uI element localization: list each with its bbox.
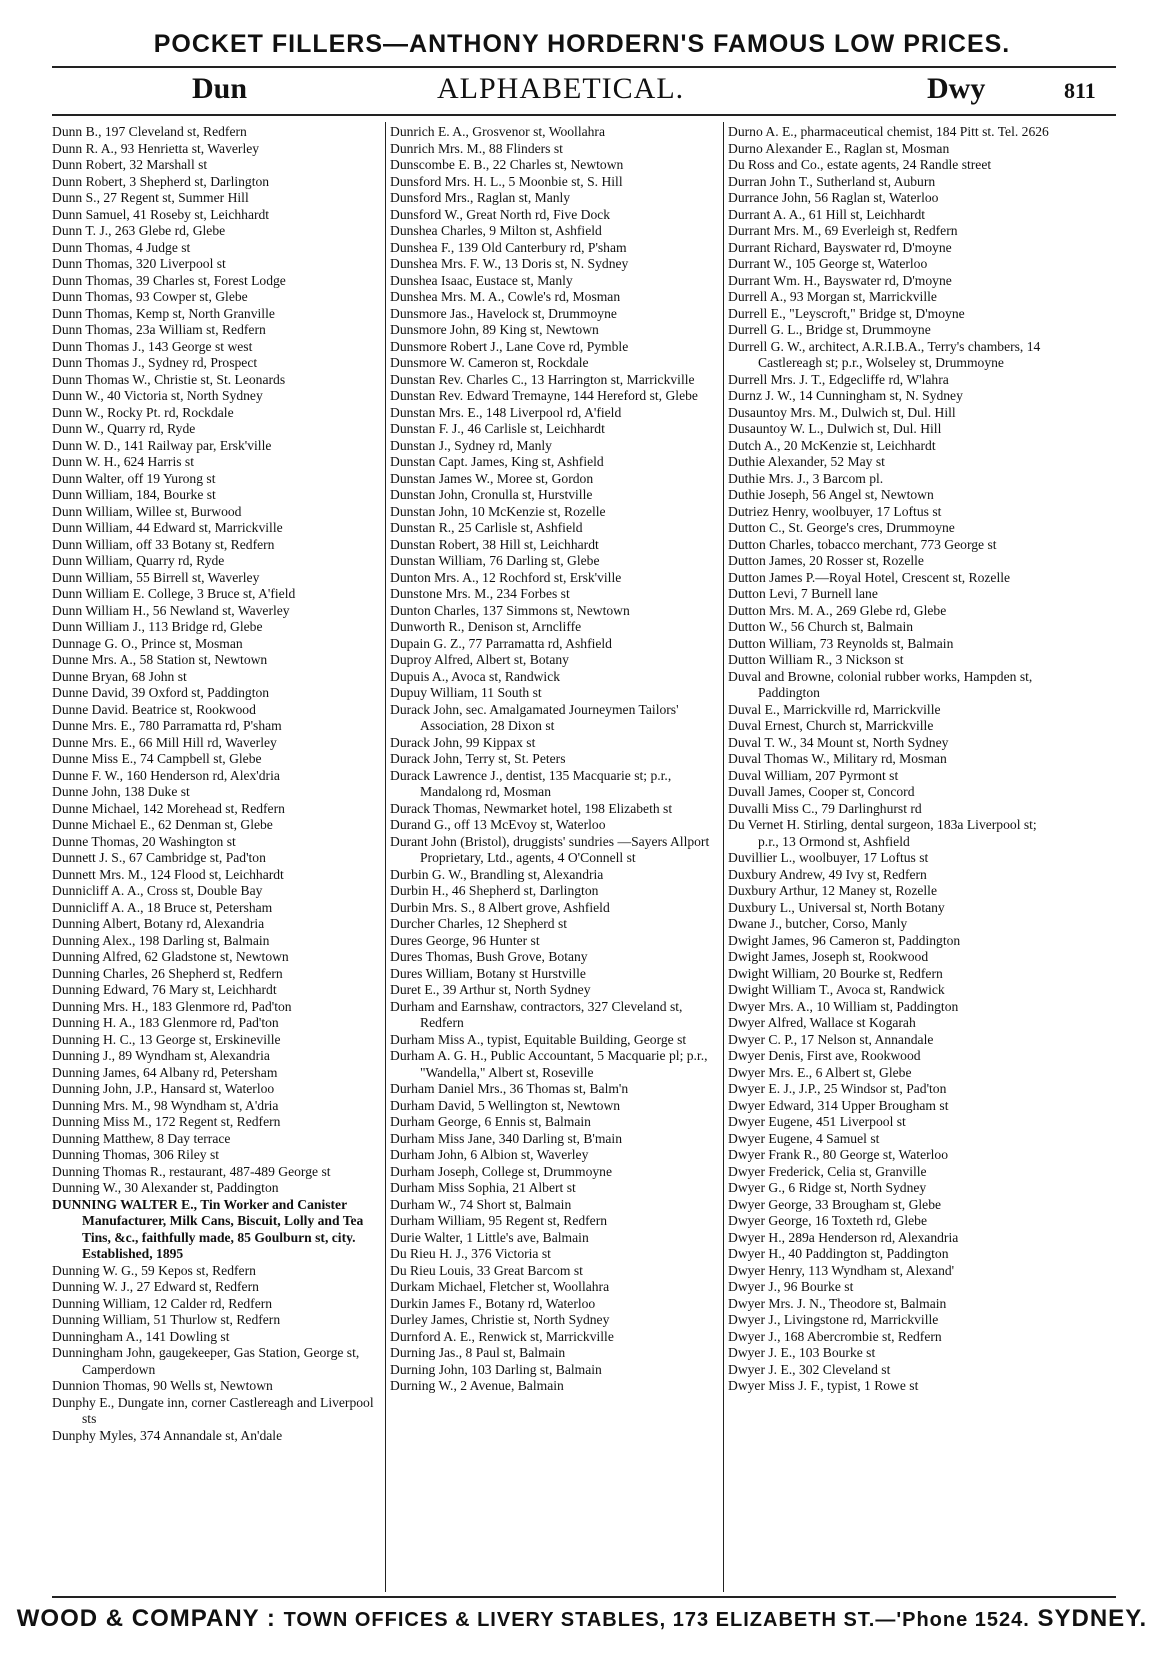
- directory-entry: Durbin G. W., Brandling st, Alexandria: [390, 866, 604, 882]
- directory-entry: Dunne Bryan, 68 John st: [52, 668, 187, 684]
- directory-entry: Dupuis A., Avoca st, Randwick: [390, 668, 561, 684]
- directory-entry: Dunnage G. O., Prince st, Mosman: [52, 635, 243, 651]
- directory-entry: Dwyer J., 168 Abercrombie st, Redfern: [728, 1328, 942, 1344]
- directory-entry: Dunn W., Quarry rd, Ryde: [52, 421, 196, 436]
- directory-entry: Dunn Robert, 3 Shepherd st, Darlington: [52, 173, 270, 189]
- directory-entry: Durno Alexander E., Raglan st, Mosman: [728, 140, 950, 156]
- directory-entry: Dunnion Thomas, 90 Wells st, Newtown: [52, 1378, 273, 1393]
- directory-entry: Dunn Thomas, 4 Judge st: [52, 239, 191, 255]
- top-rule: [52, 66, 1116, 68]
- directory-entry: Dunne David, 39 Oxford st, Paddington: [52, 685, 270, 700]
- directory-entry: Dunn William, Willee st, Burwood: [52, 503, 242, 519]
- column-divider-1: [385, 122, 386, 1592]
- directory-entry: Duval and Browne, colonial rubber works, Hampden st, Paddington: [728, 668, 1033, 700]
- directory-entry: Du Rieu Louis, 33 Great Barcom st: [390, 1262, 583, 1278]
- directory-entry: Dwight James, 96 Cameron st, Paddington: [728, 932, 961, 948]
- directory-entry: DUNNING WALTER E., Tin Worker and Canister Manufacturer, Milk Cans, Biscuit, Lolly and Tea Tins, &c., faithfully made, 85 Goulburn st, city. Established, 1895: [52, 1196, 364, 1261]
- directory-entry: Durand G., off 13 McEvoy st, Waterloo: [390, 817, 606, 832]
- directory-entry: Durrant Wm. H., Bayswater rd, D'moyne: [728, 272, 952, 288]
- directory-column-3: [728, 124, 1058, 1594]
- directory-entry: Dwyer Denis, First ave, Rookwood: [728, 1048, 921, 1063]
- directory-entry: Durcher Charles, 12 Shepherd st: [390, 916, 568, 931]
- directory-entry: Durham A. G. H., Public Accountant, 5 Macquarie pl; p.r., "Wandella," Albert st, Roseville: [390, 1048, 708, 1080]
- directory-entry: Durham John, 6 Albion st, Waverley: [390, 1147, 589, 1162]
- directory-entry: Durack John, sec. Amalgamated Journeymen Tailors' Association, 28 Dixon st: [390, 701, 679, 733]
- directory-entry: Dunning Thomas R., restaurant, 487-489 George st: [52, 1163, 331, 1179]
- directory-entry: Dutton W., 56 Church st, Balmain: [728, 619, 914, 634]
- directory-entry: Dunne David. Beatrice st, Rookwood: [52, 701, 256, 717]
- directory-entry: Durning John, 103 Darling st, Balmain: [390, 1361, 602, 1377]
- directory-entry: Durbin Mrs. S., 8 Albert grove, Ashfield: [390, 899, 610, 915]
- directory-entry: Dunning Alex., 198 Darling st, Balmain: [52, 932, 270, 948]
- directory-entry: Dunstan Rev. Charles C., 13 Harrington st, Marrickville: [390, 371, 695, 387]
- directory-entry: Dutton William, 73 Reynolds st, Balmain: [728, 635, 954, 651]
- directory-entry: Dunshea Charles, 9 Milton st, Ashfield: [390, 223, 602, 238]
- directory-entry: Durack Lawrence J., dentist, 135 Macquarie st; p.r., Mandalong rd, Mosman: [390, 767, 672, 799]
- directory-entry: Dusauntoy W. L., Dulwich st, Dul. Hill: [728, 421, 942, 436]
- directory-entry: Dunn Thomas J., 143 George st west: [52, 338, 253, 354]
- directory-entry: Duxbury Andrew, 49 Ivy st, Redfern: [728, 866, 927, 882]
- directory-entry: Dusauntoy Mrs. M., Dulwich st, Dul. Hill: [728, 404, 956, 420]
- directory-entry: Dunn William, 44 Edward st, Marrickville: [52, 520, 283, 535]
- header-left-guide-word: Dun: [192, 72, 248, 105]
- directory-entry: Dunne Thomas, 20 Washington st: [52, 833, 236, 849]
- directory-entry: Dwyer G., 6 Ridge st, North Sydney: [728, 1180, 927, 1195]
- directory-entry: Durrant W., 105 George st, Waterloo: [728, 256, 928, 271]
- directory-entry: Durrell G. W., architect, A.R.I.B.A., Terry's chambers, 14 Castlereagh st; p.r., Wolseley st, Drummoyne: [728, 338, 1041, 370]
- directory-entry: Dunsford Mrs., Raglan st, Manly: [390, 190, 571, 205]
- directory-entry: Dwyer Frank R., 80 George st, Waterloo: [728, 1147, 949, 1162]
- directory-entry: Durham Miss A., typist, Equitable Building, George st: [390, 1031, 687, 1047]
- directory-entry: Dunsford Mrs. H. L., 5 Moonbie st, S. Hill: [390, 173, 623, 189]
- directory-entry: Duret E., 39 Arthur st, North Sydney: [390, 982, 591, 997]
- directory-entry: Dunsmore Robert J., Lane Cove rd, Pymble: [390, 338, 629, 354]
- directory-entry: Dwyer E. J., J.P., 25 Windsor st, Pad'ton: [728, 1081, 947, 1096]
- directory-entry: Dunstan Capt. James, King st, Ashfield: [390, 454, 604, 469]
- directory-entry: Duthie Joseph, 56 Angel st, Newtown: [728, 487, 934, 502]
- directory-entry: Duvall James, Cooper st, Concord: [728, 784, 915, 799]
- directory-entry: Dunstan F. J., 46 Carlisle st, Leichhardt: [390, 421, 605, 436]
- directory-entry: Dunn Thomas J., Sydney rd, Prospect: [52, 355, 258, 370]
- directory-entry: Dunshea F., 139 Old Canterbury rd, P'sham: [390, 239, 627, 255]
- directory-entry: Dunsmore W. Cameron st, Rockdale: [390, 355, 589, 370]
- directory-entry: Dunning J., 89 Wyndham st, Alexandria: [52, 1048, 270, 1063]
- advertiser-name: WOOD & COMPANY: [16, 1605, 260, 1632]
- directory-entry: Dunn Thomas, 320 Liverpool st: [52, 256, 226, 271]
- directory-entry: Dunning W., 30 Alexander st, Paddington: [52, 1180, 279, 1195]
- directory-entry: Dunphy E., Dungate inn, corner Castlereagh and Liverpool sts: [52, 1394, 374, 1426]
- directory-entry: Dunrich E. A., Grosvenor st, Woollahra: [390, 124, 605, 139]
- directory-entry: Dutton William R., 3 Nickson st: [728, 652, 904, 667]
- directory-entry: Dutriez Henry, woolbuyer, 17 Loftus st: [728, 503, 942, 519]
- directory-column-2: [390, 124, 720, 1594]
- directory-entry: Dunn Thomas, Kemp st, North Granville: [52, 305, 275, 321]
- directory-entry: Durley James, Christie st, North Sydney: [390, 1312, 610, 1327]
- directory-entry: Durham W., 74 Short st, Balmain: [390, 1196, 572, 1212]
- directory-entry: Dunn W., 40 Victoria st, North Sydney: [52, 388, 263, 403]
- directory-entry: Dunstone Mrs. M., 234 Forbes st: [390, 586, 570, 601]
- directory-entry: Dwyer Frederick, Celia st, Granville: [728, 1163, 927, 1179]
- directory-entry: Durno A. E., pharmaceutical chemist, 184 Pitt st. Tel. 2626: [728, 124, 1049, 139]
- directory-entry: Durham Daniel Mrs., 36 Thomas st, Balm'n: [390, 1081, 629, 1096]
- directory-entry: Dunn Thomas, 23a William st, Redfern: [52, 322, 266, 337]
- directory-entry: Dunrich Mrs. M., 88 Flinders st: [390, 140, 563, 156]
- directory-entry: Dunne Mrs. E., 66 Mill Hill rd, Waverley: [52, 734, 277, 750]
- directory-entry: Dwyer Eugene, 4 Samuel st: [728, 1130, 880, 1146]
- directory-entry: Duthie Mrs. J., 3 Barcom pl.: [728, 470, 884, 486]
- directory-entry: Dunning Matthew, 8 Day terrace: [52, 1130, 231, 1146]
- directory-entry: Dunn Thomas, 93 Cowper st, Glebe: [52, 289, 248, 304]
- directory-entry: Dunne F. W., 160 Henderson rd, Alex'dria: [52, 767, 280, 783]
- directory-entry: Dwyer J., Livingstone rd, Marrickville: [728, 1312, 939, 1327]
- directory-entry: Durnz J. W., 14 Cunningham st, N. Sydney: [728, 388, 963, 403]
- directory-entry: Dunning H. A., 183 Glenmore rd, Pad'ton: [52, 1015, 279, 1030]
- directory-entry: Dupuy William, 11 South st: [390, 685, 542, 700]
- directory-entry: Dwyer Henry, 113 Wyndham st, Alexand': [728, 1262, 955, 1278]
- directory-entry: Du Vernet H. Stirling, dental surgeon, 183a Liverpool st; p.r., 13 Ormond st, Ashfield: [728, 817, 1037, 849]
- directory-entry: Dunstan John, Cronulla st, Hurstville: [390, 487, 593, 502]
- directory-entry: Dunningham A., 141 Dowling st: [52, 1328, 230, 1344]
- directory-entry: Dunn Walter, off 19 Yurong st: [52, 470, 216, 486]
- directory-entry: Durrance John, 56 Raglan st, Waterloo: [728, 190, 939, 205]
- directory-entry: Dunn William, 184, Bourke st: [52, 487, 216, 502]
- directory-entry: Dwyer Mrs. A., 10 William st, Paddington: [728, 998, 959, 1014]
- directory-entry: Dunningham John, gaugekeeper, Gas Station, George st, Camperdown: [52, 1345, 360, 1377]
- directory-entry: Dwyer Mrs. E., 6 Albert st, Glebe: [728, 1064, 912, 1080]
- directory-entry: Dunn Robert, 32 Marshall st: [52, 157, 208, 172]
- directory-entry: Durack John, Terry st, St. Peters: [390, 751, 566, 766]
- directory-entry: Dunning Mrs. M., 98 Wyndham st, A'dria: [52, 1097, 279, 1113]
- directory-entry: Durrell Mrs. J. T., Edgecliffe rd, W'lahra: [728, 371, 949, 387]
- directory-entry: Dunshea Mrs. M. A., Cowle's rd, Mosman: [390, 289, 621, 304]
- directory-entry: Duxbury Arthur, 12 Maney st, Rozelle: [728, 883, 937, 898]
- directory-entry: Dwane J., butcher, Corso, Manly: [728, 916, 908, 931]
- directory-entry: Durham Miss Jane, 340 Darling st, B'main: [390, 1130, 623, 1146]
- directory-entry: Duval Ernest, Church st, Marrickville: [728, 718, 934, 733]
- directory-entry: Dunn B., 197 Cleveland st, Redfern: [52, 124, 247, 139]
- directory-entry: Dunning Albert, Botany rd, Alexandria: [52, 916, 265, 931]
- directory-column-1: [52, 124, 382, 1594]
- directory-entry: Durant John (Bristol), druggists' sundries —Sayers Allport Proprietary, Ltd., agents, 4 O'Connell st: [390, 833, 710, 865]
- directory-entry: Dunning H. C., 13 George st, Erskineville: [52, 1031, 281, 1047]
- directory-entry: Dunn S., 27 Regent st, Summer Hill: [52, 190, 249, 205]
- directory-entry: Dunstan James W., Moree st, Gordon: [390, 470, 594, 486]
- banner-separator: :: [266, 1605, 276, 1632]
- directory-entry: Durham William, 95 Regent st, Redfern: [390, 1213, 608, 1228]
- directory-entry: Dwyer Mrs. J. N., Theodore st, Balmain: [728, 1295, 947, 1311]
- directory-entry: Dures Thomas, Bush Grove, Botany: [390, 949, 588, 964]
- directory-entry: Dunn Thomas W., Christie st, St. Leonards: [52, 371, 286, 387]
- directory-entry: Dunnicliff A. A., 18 Bruce st, Petersham: [52, 899, 273, 915]
- directory-entry: Dunning Edward, 76 Mary st, Leichhardt: [52, 982, 277, 997]
- directory-entry: Dunstan J., Sydney rd, Manly: [390, 437, 552, 453]
- directory-entry: Duproy Alfred, Albert st, Botany: [390, 652, 569, 667]
- directory-entry: Dupain G. Z., 77 Parramatta rd, Ashfield: [390, 635, 612, 651]
- directory-entry: Durrell G. L., Bridge st, Drummoyne: [728, 322, 931, 337]
- directory-entry: Dunn W. D., 141 Railway par, Ersk'ville: [52, 437, 272, 453]
- directory-entry: Dunstan R., 25 Carlisle st, Ashfield: [390, 520, 583, 535]
- directory-entry: Durie Walter, 1 Little's ave, Balmain: [390, 1229, 589, 1245]
- directory-entry: Dwyer C. P., 17 Nelson st, Annandale: [728, 1031, 934, 1047]
- directory-entry: Dutch A., 20 McKenzie st, Leichhardt: [728, 437, 936, 453]
- directory-entry: Dunn T. J., 263 Glebe rd, Glebe: [52, 223, 226, 238]
- directory-entry: Dwyer Edward, 314 Upper Brougham st: [728, 1097, 949, 1113]
- directory-entry: Du Rieu H. J., 376 Victoria st: [390, 1246, 551, 1261]
- directory-entry: Dunstan Robert, 38 Hill st, Leichhardt: [390, 536, 599, 552]
- directory-entry: Du Ross and Co., estate agents, 24 Randle street: [728, 157, 992, 172]
- directory-entry: Dunn R. A., 93 Henrietta st, Waverley: [52, 140, 260, 156]
- directory-entry: Dutton Mrs. M. A., 269 Glebe rd, Glebe: [728, 602, 947, 618]
- directory-entry: Dutton Levi, 7 Burnell lane: [728, 586, 878, 601]
- directory-entry: Dunsmore Jas., Havelock st, Drummoyne: [390, 305, 617, 321]
- directory-entry: Dunn William, off 33 Botany st, Redfern: [52, 536, 275, 552]
- column-divider-2: [723, 122, 724, 1592]
- directory-entry: Dunning William, 12 Calder rd, Redfern: [52, 1295, 273, 1311]
- directory-entry: Dunsford W., Great North rd, Five Dock: [390, 206, 611, 222]
- directory-entry: Dunshea Mrs. F. W., 13 Doris st, N. Sydney: [390, 256, 629, 271]
- directory-entry: Dwyer Eugene, 451 Liverpool st: [728, 1114, 906, 1129]
- directory-entry: Durham Joseph, College st, Drummoyne: [390, 1163, 613, 1179]
- directory-entry: Durnford A. E., Renwick st, Marrickville: [390, 1328, 614, 1344]
- directory-entry: Durrell E., "Leyscroft," Bridge st, D'moyne: [728, 305, 965, 321]
- directory-entry: Dunton Mrs. A., 12 Rochford st, Ersk'ville: [390, 569, 622, 585]
- top-advertisement-banner: POCKET FILLERS—ANTHONY HORDERN'S FAMOUS LOW PRICES.: [153, 30, 1011, 58]
- directory-entry: Dunning Mrs. H., 183 Glenmore rd, Pad'ton: [52, 998, 292, 1014]
- page-header: [52, 72, 1116, 112]
- directory-entry: Dwyer George, 16 Toxteth rd, Glebe: [728, 1213, 928, 1228]
- directory-entry: Durkam Michael, Fletcher st, Woollahra: [390, 1279, 610, 1294]
- directory-entry: Dwight William T., Avoca st, Randwick: [728, 982, 945, 997]
- directory-entry: Dunne Mrs. E., 780 Parramatta rd, P'sham: [52, 718, 282, 733]
- directory-entry: Dunn William J., 113 Bridge rd, Glebe: [52, 619, 263, 634]
- directory-entry: Dunne Michael, 142 Morehead st, Redfern: [52, 800, 285, 816]
- directory-entry: Dunnett Mrs. M., 124 Flood st, Leichhardt: [52, 866, 284, 882]
- directory-entry: Dwight William, 20 Bourke st, Redfern: [728, 965, 943, 981]
- header-section-title: ALPHABETICAL.: [437, 72, 685, 105]
- directory-entry: Dutton James P.—Royal Hotel, Crescent st, Rozelle: [728, 569, 1011, 585]
- directory-entry: Dunphy Myles, 374 Annandale st, An'dale: [52, 1427, 283, 1443]
- directory-entry: Dunnicliff A. A., Cross st, Double Bay: [52, 883, 263, 898]
- bottom-rule: [52, 1596, 1116, 1598]
- directory-entry: Dunn William, 55 Birrell st, Waverley: [52, 569, 260, 585]
- directory-entry: Dwyer H., 40 Paddington st, Paddington: [728, 1246, 949, 1261]
- directory-entry: Duval William, 207 Pyrmont st: [728, 767, 899, 783]
- directory-entry: Duvillier L., woolbuyer, 17 Loftus st: [728, 850, 929, 865]
- directory-entry: Dunworth R., Denison st, Arncliffe: [390, 619, 582, 634]
- directory-entry: Durning Jas., 8 Paul st, Balmain: [390, 1345, 566, 1360]
- directory-entry: Durning W., 2 Avenue, Balmain: [390, 1378, 564, 1393]
- directory-entry: Dunn William E. College, 3 Bruce st, A'field: [52, 586, 296, 601]
- directory-entry: Dures William, Botany st Hurstville: [390, 965, 586, 981]
- directory-entry: Dunton Charles, 137 Simmons st, Newtown: [390, 602, 630, 618]
- directory-entry: Dunstan William, 76 Darling st, Glebe: [390, 553, 600, 568]
- directory-entry: Dunstan Mrs. E., 148 Liverpool rd, A'field: [390, 404, 622, 420]
- directory-entry: Duval T. W., 34 Mount st, North Sydney: [728, 734, 949, 750]
- directory-entry: Dunning W. J., 27 Edward st, Redfern: [52, 1279, 259, 1294]
- directory-entry: Dunning John, J.P., Hansard st, Waterloo: [52, 1081, 275, 1096]
- directory-entry: Dunne Miss E., 74 Campbell st, Glebe: [52, 751, 262, 766]
- directory-entry: Dutton Charles, tobacco merchant, 773 George st: [728, 536, 997, 552]
- directory-entry: Durran John T., Sutherland st, Auburn: [728, 173, 936, 189]
- directory-entry: Dwyer J., 96 Bourke st: [728, 1279, 854, 1294]
- directory-entry: Durrant A. A., 61 Hill st, Leichhardt: [728, 206, 926, 222]
- directory-entry: Dunscombe E. B., 22 Charles st, Newtown: [390, 157, 624, 172]
- directory-entry: Durrant Richard, Bayswater rd, D'moyne: [728, 239, 952, 255]
- directory-entry: Dunsmore John, 89 King st, Newtown: [390, 322, 599, 337]
- directory-entry: Dunning Thomas, 306 Riley st: [52, 1147, 220, 1162]
- directory-entry: Durrant Mrs. M., 69 Everleigh st, Redfern: [728, 223, 958, 238]
- advertiser-details: TOWN OFFICES & LIVERY STABLES, 173 ELIZABETH ST.—'Phone 1524.: [283, 1609, 1030, 1631]
- directory-entry: Dunn William H., 56 Newland st, Waverley: [52, 602, 290, 618]
- directory-entry: Dunne Mrs. A., 58 Station st, Newtown: [52, 652, 268, 667]
- directory-entry: Dunning James, 64 Albany rd, Petersham: [52, 1064, 278, 1080]
- directory-entry: Dunning W. G., 59 Kepos st, Redfern: [52, 1262, 256, 1278]
- header-right-guide-word: Dwy: [927, 72, 986, 105]
- directory-entry: Dunn Samuel, 41 Roseby st, Leichhardt: [52, 206, 270, 222]
- directory-entry: Dutton James, 20 Rosser st, Rozelle: [728, 553, 924, 568]
- directory-entry: Durack Thomas, Newmarket hotel, 198 Elizabeth st: [390, 800, 673, 816]
- header-rule: [52, 114, 1116, 116]
- directory-entry: Dunning William, 51 Thurlow st, Redfern: [52, 1312, 281, 1327]
- directory-entry: Dutton C., St. George's cres, Drummoyne: [728, 520, 955, 535]
- bottom-advertisement-banner: [0, 1605, 1164, 1633]
- directory-entry: Dwyer H., 289a Henderson rd, Alexandria: [728, 1229, 959, 1245]
- directory-entry: Dunstan Rev. Edward Tremayne, 144 Hereford st, Glebe: [390, 388, 698, 403]
- directory-entry: Dunning Charles, 26 Shepherd st, Redfern: [52, 965, 283, 981]
- directory-entry: Dunn W., Rocky Pt. rd, Rockdale: [52, 404, 234, 420]
- directory-entry: Dwight James, Joseph st, Rookwood: [728, 949, 929, 964]
- directory-entry: Duvalli Miss C., 79 Darlinghurst rd: [728, 800, 922, 816]
- directory-entry: Durham George, 6 Ennis st, Balmain: [390, 1114, 591, 1129]
- directory-entry: Dwyer Miss J. F., typist, 1 Rowe st: [728, 1378, 919, 1393]
- directory-entry: Duthie Alexander, 52 May st: [728, 454, 885, 469]
- directory-entry: Durack John, 99 Kippax st: [390, 734, 536, 750]
- directory-entry: Dunnett J. S., 67 Cambridge st, Pad'ton: [52, 850, 266, 865]
- directory-entry: Dunne John, 138 Duke st: [52, 784, 190, 799]
- directory-entry: Dunn Thomas, 39 Charles st, Forest Lodge: [52, 272, 286, 288]
- page-number: 811: [1064, 78, 1096, 103]
- directory-entry: Dunn W. H., 624 Harris st: [52, 454, 194, 469]
- directory-entry: Dwyer George, 33 Brougham st, Glebe: [728, 1196, 942, 1212]
- directory-entry: Durkin James F., Botany rd, Waterloo: [390, 1295, 596, 1311]
- directory-entry: Dunn William, Quarry rd, Ryde: [52, 553, 225, 568]
- directory-entry: Dunne Michael E., 62 Denman st, Glebe: [52, 817, 273, 832]
- directory-entry: Durham Miss Sophia, 21 Albert st: [390, 1180, 576, 1195]
- directory-entry: Dwyer Alfred, Wallace st Kogarah: [728, 1015, 916, 1030]
- directory-entry: Dunstan John, 10 McKenzie st, Rozelle: [390, 503, 606, 519]
- directory-entry: Duval Thomas W., Military rd, Mosman: [728, 751, 947, 766]
- advertiser-city: SYDNEY.: [1037, 1605, 1148, 1632]
- directory-entry: Durbin H., 46 Shepherd st, Darlington: [390, 883, 599, 898]
- directory-entry: Dures George, 96 Hunter st: [390, 932, 540, 948]
- directory-entry: Durham and Earnshaw, contractors, 327 Cleveland st, Redfern: [390, 998, 683, 1030]
- directory-entry: Dunshea Isaac, Eustace st, Manly: [390, 272, 573, 288]
- directory-entry: Duval E., Marrickville rd, Marrickville: [728, 701, 941, 717]
- directory-entry: Durham David, 5 Wellington st, Newtown: [390, 1097, 621, 1113]
- directory-entry: Duxbury L., Universal st, North Botany: [728, 899, 945, 915]
- directory-entry: Dwyer J. E., 103 Bourke st: [728, 1345, 876, 1360]
- directory-entry: Dwyer J. E., 302 Cleveland st: [728, 1361, 891, 1377]
- directory-entry: Dunning Alfred, 62 Gladstone st, Newtown: [52, 949, 289, 964]
- directory-entry: Durrell A., 93 Morgan st, Marrickville: [728, 289, 937, 304]
- directory-entry: Dunning Miss M., 172 Regent st, Redfern: [52, 1114, 281, 1129]
